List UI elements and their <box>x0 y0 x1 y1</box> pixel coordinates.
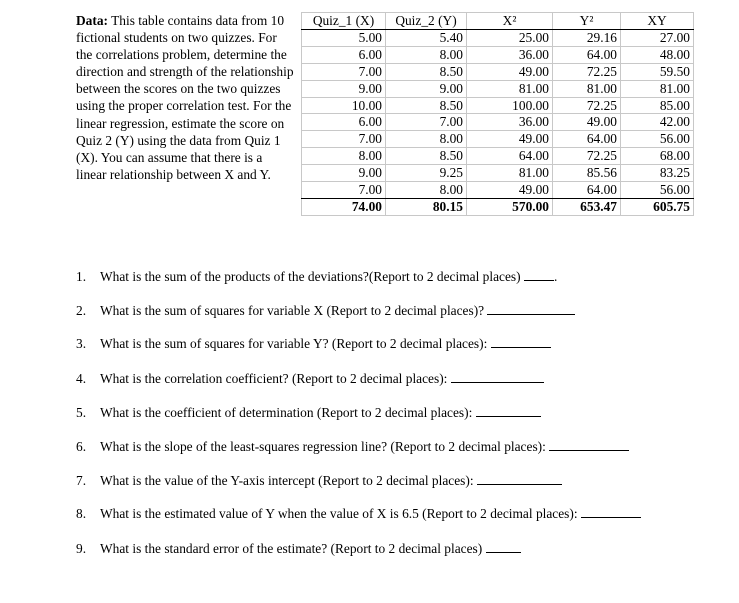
question-suffix: . <box>553 269 558 284</box>
question-5 <box>76 404 541 421</box>
total-cell: 605.75 <box>621 198 694 215</box>
question-text: What is the correlation coefficient? (Report to 2 decimal places): <box>100 371 448 386</box>
table-cell: 7.00 <box>386 114 467 131</box>
table-cell: 6.00 <box>302 114 386 131</box>
table-cell: 85.00 <box>621 97 694 114</box>
answer-blank[interactable] <box>491 335 551 348</box>
answer-blank[interactable] <box>486 540 521 553</box>
table-cell: 72.25 <box>553 148 621 165</box>
table-row <box>302 165 694 182</box>
table-cell: 81.00 <box>467 165 553 182</box>
table-row <box>302 114 694 131</box>
intro-label: Data: <box>76 13 108 28</box>
question-4 <box>76 370 544 387</box>
question-2 <box>76 302 575 319</box>
table-cell: 49.00 <box>467 131 553 148</box>
answer-blank[interactable] <box>477 472 562 485</box>
header-xy: XY <box>621 13 694 30</box>
data-table <box>301 12 694 216</box>
question-number: 7. <box>76 473 87 488</box>
question-number: 8. <box>76 506 87 521</box>
table-cell: 8.50 <box>386 63 467 80</box>
table-cell: 29.16 <box>553 29 621 46</box>
table-cell: 72.25 <box>553 63 621 80</box>
table-cell: 56.00 <box>621 131 694 148</box>
table-row <box>302 131 694 148</box>
question-text: What is the standard error of the estimate? (Report to 2 decimal places) <box>100 541 483 556</box>
table-cell: 9.00 <box>386 80 467 97</box>
table-cell: 81.00 <box>467 80 553 97</box>
table-cell: 81.00 <box>553 80 621 97</box>
total-cell: 74.00 <box>302 198 386 215</box>
header-quiz2: Quiz_2 (Y) <box>386 13 467 30</box>
header-quiz1: Quiz_1 (X) <box>302 13 386 30</box>
table-cell: 56.00 <box>621 182 694 199</box>
table-cell: 42.00 <box>621 114 694 131</box>
table-row <box>302 148 694 165</box>
table-cell: 64.00 <box>467 148 553 165</box>
table-row <box>302 80 694 97</box>
table-header-row <box>302 13 694 30</box>
question-text: What is the sum of squares for variable Y? (Report to 2 decimal places): <box>100 336 488 351</box>
intro-paragraph <box>76 12 294 183</box>
table-cell: 5.00 <box>302 29 386 46</box>
question-7 <box>76 472 562 489</box>
totals-row <box>302 198 694 215</box>
answer-blank[interactable] <box>581 505 641 518</box>
total-cell: 570.00 <box>467 198 553 215</box>
answer-blank[interactable] <box>476 404 541 417</box>
question-text: What is the value of the Y-axis intercept (Report to 2 decimal places): <box>100 473 474 488</box>
table-cell: 64.00 <box>553 46 621 63</box>
question-text: What is the coefficient of determination (Report to 2 decimal places): <box>100 405 473 420</box>
table-cell: 25.00 <box>467 29 553 46</box>
table-cell: 8.00 <box>386 182 467 199</box>
table-cell: 48.00 <box>621 46 694 63</box>
table-row <box>302 182 694 199</box>
answer-blank[interactable] <box>487 302 575 315</box>
table-cell: 9.00 <box>302 80 386 97</box>
table-cell: 64.00 <box>553 182 621 199</box>
table-row <box>302 29 694 46</box>
question-number: 1. <box>76 269 87 284</box>
table-cell: 7.00 <box>302 63 386 80</box>
table-cell: 49.00 <box>553 114 621 131</box>
table-cell: 49.00 <box>467 182 553 199</box>
question-text: What is the slope of the least-squares regression line? (Report to 2 decimal places): <box>100 439 546 454</box>
total-cell: 80.15 <box>386 198 467 215</box>
table-cell: 72.25 <box>553 97 621 114</box>
table-cell: 8.00 <box>386 46 467 63</box>
table-cell: 81.00 <box>621 80 694 97</box>
question-text: What is the sum of squares for variable X (Report to 2 decimal places)? <box>100 303 485 318</box>
question-8 <box>76 505 641 522</box>
intro-text: This table contains data from 10 fictional students on two quizzes. For the correlations problem, determine the direction and strength of the relationship between the scores on the two quizzes using the proper correlation test. For the linear regression, estimate the score on Quiz 2 (Y) using the data from Quiz 1 (X). You can assume that there is a linear relationship between X and Y. <box>76 13 294 182</box>
question-1 <box>76 268 557 285</box>
question-number: 9. <box>76 541 87 556</box>
table-cell: 8.00 <box>386 131 467 148</box>
table-cell: 5.40 <box>386 29 467 46</box>
table-cell: 6.00 <box>302 46 386 63</box>
table-cell: 85.56 <box>553 165 621 182</box>
total-cell: 653.47 <box>553 198 621 215</box>
table-cell: 9.00 <box>302 165 386 182</box>
table-cell: 64.00 <box>553 131 621 148</box>
table-cell: 7.00 <box>302 182 386 199</box>
answer-blank[interactable] <box>451 370 544 383</box>
table-cell: 100.00 <box>467 97 553 114</box>
table-row <box>302 46 694 63</box>
answer-blank[interactable] <box>524 268 554 281</box>
table-cell: 7.00 <box>302 131 386 148</box>
question-number: 6. <box>76 439 87 454</box>
table-cell: 36.00 <box>467 114 553 131</box>
question-number: 5. <box>76 405 87 420</box>
table-cell: 8.50 <box>386 97 467 114</box>
question-number: 4. <box>76 371 87 386</box>
table-row <box>302 97 694 114</box>
table-cell: 49.00 <box>467 63 553 80</box>
table-cell: 68.00 <box>621 148 694 165</box>
question-text: What is the estimated value of Y when the value of X is 6.5 (Report to 2 decimal places): <box>100 506 578 521</box>
table-cell: 8.00 <box>302 148 386 165</box>
header-y-squared: Y² <box>553 13 621 30</box>
table-cell: 8.50 <box>386 148 467 165</box>
table-cell: 27.00 <box>621 29 694 46</box>
question-6 <box>76 438 629 455</box>
table-cell: 59.50 <box>621 63 694 80</box>
question-number: 2. <box>76 303 87 318</box>
question-text: What is the sum of the products of the deviations?(Report to 2 decimal places) <box>100 269 521 284</box>
question-3 <box>76 335 551 352</box>
table-cell: 9.25 <box>386 165 467 182</box>
answer-blank[interactable] <box>549 438 629 451</box>
question-9 <box>76 540 521 557</box>
table-row <box>302 63 694 80</box>
header-x-squared: X² <box>467 13 553 30</box>
table-body <box>302 29 694 215</box>
question-number: 3. <box>76 336 87 351</box>
table-cell: 83.25 <box>621 165 694 182</box>
table-cell: 36.00 <box>467 46 553 63</box>
table-cell: 10.00 <box>302 97 386 114</box>
